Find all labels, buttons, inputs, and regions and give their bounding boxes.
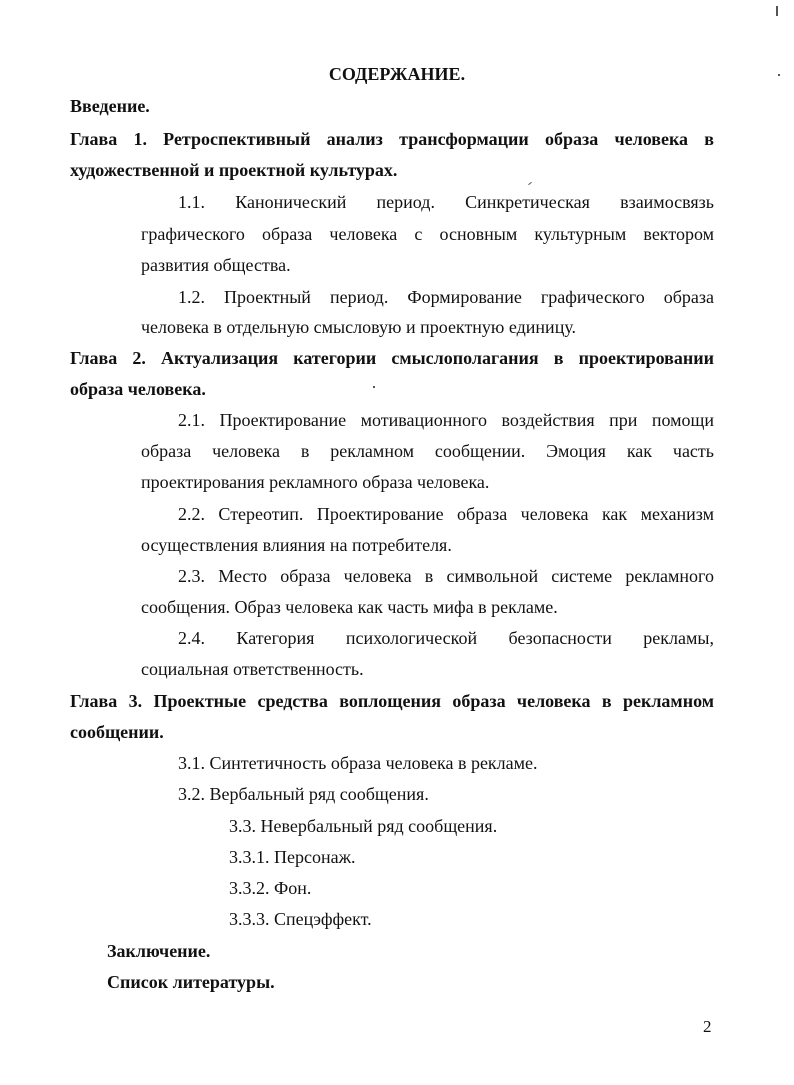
chapter-2-heading-cont: образа человека.: [70, 379, 206, 399]
toc-item-1-2-cont: человека в отдельную смысловую и проектную единицу.: [141, 317, 577, 337]
toc-intro: Введение.: [70, 96, 150, 116]
scan-mark: [778, 74, 780, 76]
scan-mark: [776, 6, 778, 16]
toc-item-2-3: 2.3. Место образа человека в символьной системе рекламного: [178, 566, 714, 586]
page-number: 2: [703, 1017, 712, 1036]
toc-item-2-4: 2.4. Категория психологической безопасности рекламы,: [178, 628, 714, 648]
toc-item-3-1: 3.1. Синтетичность образа человека в рекламе.: [178, 753, 538, 773]
toc-conclusion: Заключение.: [107, 941, 211, 961]
toc-item-1-1-cont: графического образа человека с основным культурным вектором: [141, 224, 714, 244]
toc-item-1-1: 1.1. Канонический период. Синкретическая взаимосвязь: [178, 192, 714, 212]
page-title: СОДЕРЖАНИЕ.: [328, 64, 466, 84]
toc-item-2-1-cont: проектирования рекламного образа человека.: [141, 472, 490, 492]
chapter-3-heading-cont: сообщении.: [70, 722, 164, 742]
chapter-1-heading: Глава 1. Ретроспективный анализ трансформации образа человека в: [70, 129, 714, 149]
toc-item-3-3-1: 3.3.1. Персонаж.: [229, 847, 356, 867]
toc-bibliography: Список литературы.: [107, 972, 275, 992]
chapter-3-heading: Глава 3. Проектные средства воплощения образа человека в рекламном: [70, 691, 714, 711]
toc-item-1-2: 1.2. Проектный период. Формирование графического образа: [178, 287, 714, 307]
toc-item-2-2: 2.2. Стереотип. Проектирование образа человека как механизм: [178, 504, 714, 524]
scan-mark: [528, 182, 532, 185]
toc-item-1-1-cont: развития общества.: [141, 255, 291, 275]
toc-item-2-2-cont: осуществления влияния на потребителя.: [141, 535, 452, 555]
chapter-1-heading-cont: художественной и проектной культурах.: [70, 160, 398, 180]
toc-item-3-3-3: 3.3.3. Спецэффект.: [229, 909, 372, 929]
chapter-2-heading: Глава 2. Актуализация категории смыслополагания в проектировании: [70, 348, 714, 368]
toc-item-2-1: 2.1. Проектирование мотивационного воздействия при помощи: [178, 410, 714, 430]
toc-item-2-4-cont: социальная ответственность.: [141, 659, 364, 679]
toc-item-3-2: 3.2. Вербальный ряд сообщения.: [178, 784, 429, 804]
scan-mark: [373, 386, 375, 388]
toc-item-2-1-cont: образа человека в рекламном сообщении. Эмоция как часть: [141, 441, 714, 461]
toc-item-3-3: 3.3. Невербальный ряд сообщения.: [229, 816, 498, 836]
toc-item-3-3-2: 3.3.2. Фон.: [229, 878, 312, 898]
toc-item-2-3-cont: сообщения. Образ человека как часть мифа в рекламе.: [141, 597, 558, 617]
